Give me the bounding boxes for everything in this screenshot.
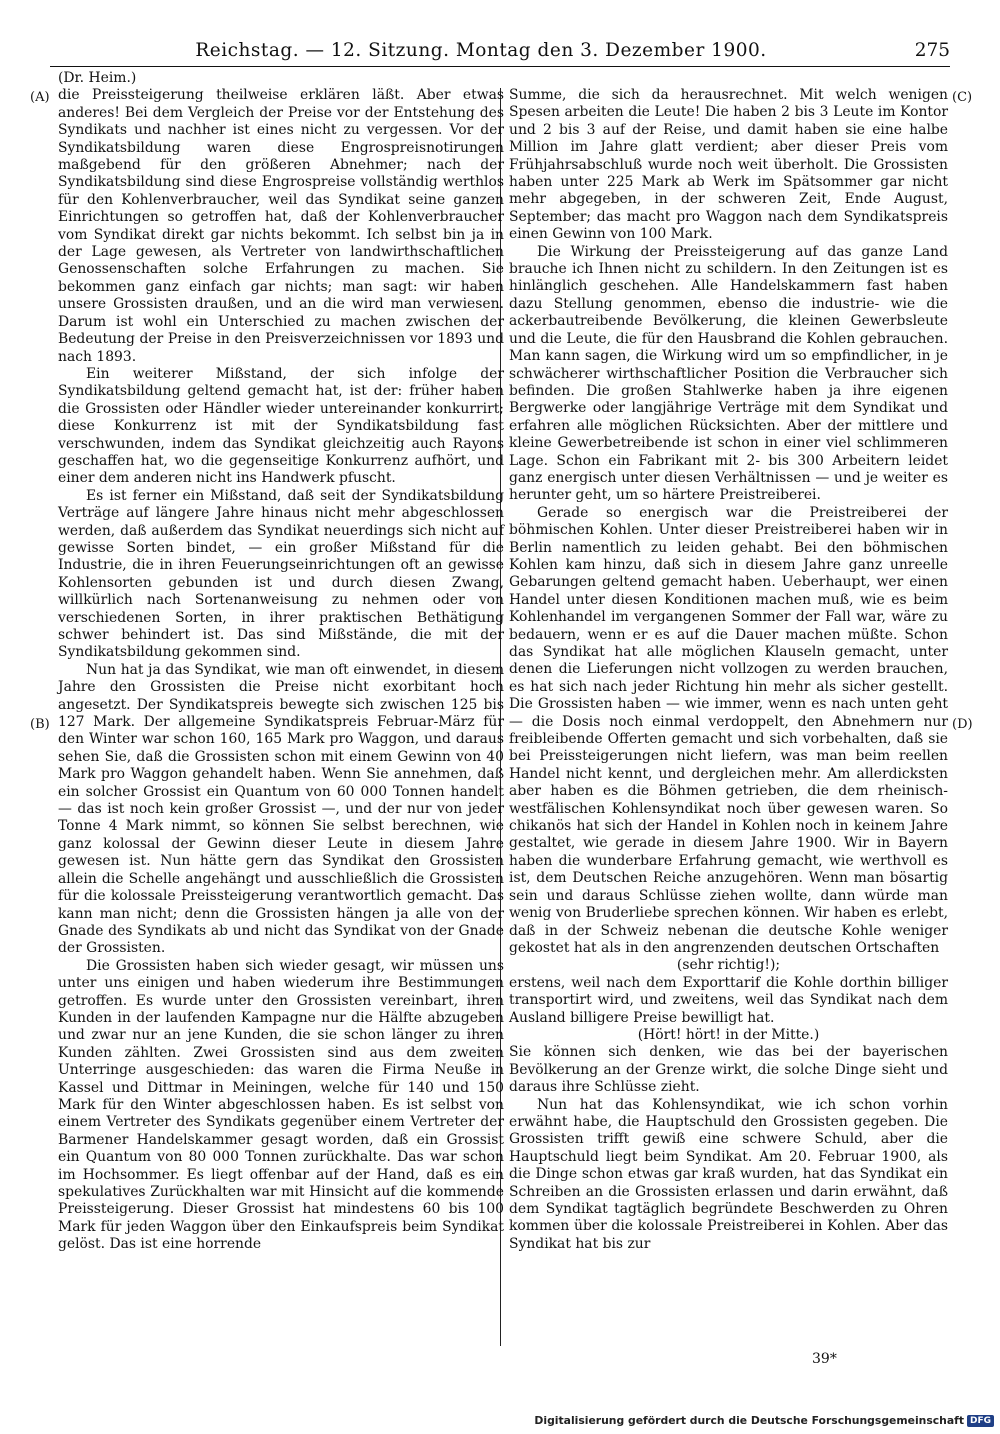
paragraph: Es ist ferner ein Mißstand, daß seit der Syndikatsbildung Verträge auf längere Jahre hinaus nicht mehr abgeschlossen werden, daß außerdem das Syndikat neuerdings sich nicht auf gewisse Sorten bindet, — ein großer Mißstand für die Industrie, die in ihren Feuerungseinrichtungen oft an gewisse Kohlensorten gebunden ist und durch diesen Zwang, willkürlich nach Sortenanweisung zu nehmen oder von verschiedenen Sorten, in ihrer praktischen Bethätigung schwer behindert ist. Das sind Mißstände, die mit der Syndikatsbildung gekommen sind.: [58, 487, 504, 661]
paragraph: erstens, weil nach dem Exporttarif die Kohle dorthin billiger transportirt wird, und zweitens, weil das Syndikat nach dem Ausland billigere Preise bewilligt hat.: [509, 974, 948, 1026]
paragraph: Nun hat das Kohlensyndikat, wie ich schon vorhin erwähnt habe, die Hauptschuld den Grossisten gegeben. Die Grossisten trifft gewiß eine schwere Schuld, aber die Hauptschuld liegt beim Syndikat. Am 20. Februar 1900, als die Dinge schon etwas gar kraß wurden, hat das Syndikat ein Schreiben an die Grossisten erlassen und darin erwähnt, daß dem Syndikat tagtäglich begründete Beschwerden zu Ohren kommen über die kolossale Preistreiberei in Kohlen. Aber das Syndikat hat bis zur: [509, 1096, 948, 1252]
page-header: [50, 38, 950, 67]
interjection: (Hört! hört! in der Mitte.): [637, 1026, 820, 1043]
paragraph: Die Wirkung der Preissteigerung auf das ganze Land brauche ich Ihnen nicht zu schildern. In den Zeitungen ist es hinlänglich geschehen. Alle Handelskammern fast haben dazu Stellung genommen, ebenso die industrie- wie die ackerbautreibende Bevölkerung, die kleinen Gewerbsleute und die Leute, die für den Hausbrand die Kohlen gebrauchen. Man kann sagen, die Wirkung wird um so empfindlicher, in je schwächerer wirthschaftlicher Position die Verbraucher sich befinden. Die großen Stahlwerke haben ja ihre eigenen Bergwerke oder langjährige Verträge mit dem Syndikat und erfahren alle möglichen Rücksichten. Aber der mittlere und kleine Gewerbetreibende ist schon in einer viel schlimmeren Lage. Schon ein Fabrikant mit 2- bis 300 Arbeitern leidet ganz energisch unter diesen Verhältnissen — und je weiter es herunter geht, um so härtere Preistreiberei.: [509, 243, 948, 504]
speaker-label: (Dr. Heim.): [58, 70, 137, 86]
paragraph: Die Grossisten haben sich wieder gesagt, wir müssen uns unter uns einigen und haben wiederum ihre Bestimmungen getroffen. Es wurde unter den Grossisten vereinbart, ihren Kunden in der laufenden Kampagne nur die Hälfte abzugeben und zwar nur an jene Kunden, die sie schon länger zu ihren Kunden zählten. Zwei Grossisten sind aus dem zweiten Unterringe ausgeschieden: das waren die Firma Neuße in Kassel und Dittmar in Meiningen, welche für 140 und 150 Mark für den Winter abgeschlossen haben. Es ist selbst von einem Vertreter des Syndikats gegenüber einem Vertreter der Barmener Handelskammer gesagt worden, daß ein Grossist ein Quantum von 80 000 Tonnen zurückhalte. Das war schon im Hochsommer. Es liegt offenbar auf der Hand, daß es ein spekulatives Zurückhalten war mit Hinsicht auf die kommende Preissteigerung. Dieser Grossist hat mindestens 60 bis 100 Mark für jeden Waggon über den Einkaufspreis beim Syndikat gelöst. Das ist eine horrende: [58, 957, 504, 1253]
page-number: 275: [914, 40, 950, 61]
running-head: Reichstag. — 12. Sitzung. Montag den 3. Dezember 1900.: [195, 40, 767, 61]
paragraph: Summe, die sich da herausrechnet. Mit welch wenigen Spesen arbeiten die Leute! Die haben 2 bis 3 Leute im Kontor und 2 bis 3 auf der Reise, und damit haben sie eine halbe Million im Jahre glatt verdient; aber dieser Preis vom Frühjahrsabschluß wurde noch weit überholt. Die Grossisten haben unter 225 Mark ab Werk im Spätsommer gar nicht mehr abgegeben, in der schweren Zeit, Ende August, September; das macht pro Waggon nach dem Syndikatspreis einen Gewinn von 100 Mark.: [509, 87, 948, 243]
paragraph: Ein weiterer Mißstand, der sich infolge der Syndikatsbildung geltend gemacht hat, ist der: früher haben die Grossisten oder Händler wieder untereinander konkurrirt; diese Konkurrenz ist mit der Syndikatsbildung fast verschwunden, indem das Syndikat gleichzeitig auch Rayons geschaffen hat, wo die gegenseitige Konkurrenz aufhört, und einer dem anderen nicht ins Handwerk pfuscht.: [58, 365, 504, 487]
digitization-footer: [534, 1414, 994, 1427]
signature-mark: 39*: [812, 1351, 837, 1367]
margin-mark-c: (C): [952, 90, 973, 105]
dfg-logo: DFG: [967, 1415, 994, 1427]
paragraph: Nun hat ja das Syndikat, wie man oft einwendet, in diesem Jahre den Grossisten die Preise nicht exorbitant hoch angesetzt. Der Syndikatspreis bewegte sich zwischen 125 bis 127 Mark. Der allgemeine Syndikatspreis Februar-März für den Winter war schon 160, 165 Mark pro Waggon, und daraus sehen Sie, daß die Grossisten schon mit einem Gewinn von 40 Mark pro Waggon gehandelt haben. Wenn Sie annehmen, daß ein solcher Grossist ein Quantum von 60 000 Tonnen handelt — das ist noch kein großer Grossist —, und der nur von jeder Tonne 4 Mark nimmt, so können Sie selbst berechnen, wie ganz kolossal der Gewinn dieser Leute in diesem Jahre gewesen ist. Nun hätte gern das Syndikat den Grossisten allein die Schelle angehängt und ausschließlich die Grossisten für die kolossale Preissteigerung verantwortlich gemacht. Das kann man nicht; denn die Grossisten hängen ja alle von der Gnade des Syndikats ab und nicht das Syndikat von der Gnade der Grossisten.: [58, 661, 504, 957]
margin-mark-a: (A): [30, 90, 50, 105]
right-column: [509, 70, 948, 1253]
left-column: [58, 70, 504, 1254]
margin-mark-b: (B): [30, 717, 50, 732]
paragraph: Gerade so energisch war die Preistreiberei der böhmischen Kohlen. Unter dieser Preistreiberei haben wir in Berlin namentlich zu leiden gehabt. Bei den böhmischen Kohlen kam hinzu, daß sich in diesem Jahre ganz unreelle Gebarungen geltend gemacht haben. Ueberhaupt, wer einen Handel unter diesen Konditionen machen muß, wie es beim Kohlenhandel im vergangenen Sommer der Fall war, wäre zu bedauern, wenn er es auf die Dauer machen müßte. Schon das Syndikat hat alle möglichen Klauseln gemacht, unter denen die Lieferungen nicht vollzogen zu werden brauchen, es hat sich nach jeder Richtung hin mehr als sicher gestellt. Die Grossisten haben — wie immer, wenn es nach unten geht — die Dosis noch einmal verdoppelt, den Abnehmern nur freibleibende Offerten gemacht und sich vorbehalten, daß sie bei Preissteigerungen nicht liefern, was man beim reellen Handel nicht kennt, und dergleichen mehr. Am allerdicksten aber haben es die Böhmen getrieben, die dem rheinisch-westfälischen Kohlensyndikat noch über gewesen waren. So chikanös hat sich der Handel in Kohlen noch in keinem Jahre gestaltet, wie gerade in diesem Jahre 1900. Wir in Bayern haben die wunderbare Erfahrung gemacht, wie werthvoll es ist, dem Deutschen Reiche anzugehören. Wenn man bösartig sein und daraus Schlüsse ziehen wollte, dann würde man wenig von Bruderliebe sprechen können. Wir haben es erlebt, daß in der Schweiz nebenan die deutsche Kohle weniger gekostet hat als in den angrenzenden deutschen Ortschaften: [509, 504, 948, 956]
paragraph: die Preissteigerung theilweise erklären läßt. Aber etwas anderes! Bei dem Vergleich der Preise vor der Entstehung des Syndikats und nachher ist eines nicht zu vergessen. Vor der Syndikatsbildung waren diese Engrospreisnotirungen maßgebend für den größeren Abnehmer; nach der Syndikatsbildung sind diese Engrospreise vollständig werthlos für den Kohlenverbraucher, weil das Syndikat seine ganzen Einrichtungen so getroffen hat, daß der Kohlenverbraucher vom Syndikat direkt gar nichts bekommt. Ich selbst bin ja in der Lage gewesen, als Vertreter von landwirthschaftlichen Genossenschaften solche Erfahrungen zu machen. Sie bekommen ganz einfach gar nichts; man sagt: wir haben unsere Grossisten draußen, und an die wird man verwiesen. Darum ist wohl ein Unterschied zu machen zwischen der Bedeutung der Preise in den Preisverzeichnissen vor 1893 und nach 1893.: [58, 87, 504, 365]
interjection: (sehr richtig!);: [676, 957, 781, 974]
footer-text: Digitalisierung gefördert durch die Deutsche Forschungsgemeinschaft: [534, 1414, 964, 1427]
margin-mark-d: (D): [952, 717, 973, 732]
paragraph: Sie können sich denken, wie das bei der bayerischen Bevölkerung an der Grenze wirkt, die solche Dinge sieht und daraus ihre Schlüsse zieht.: [509, 1044, 948, 1096]
